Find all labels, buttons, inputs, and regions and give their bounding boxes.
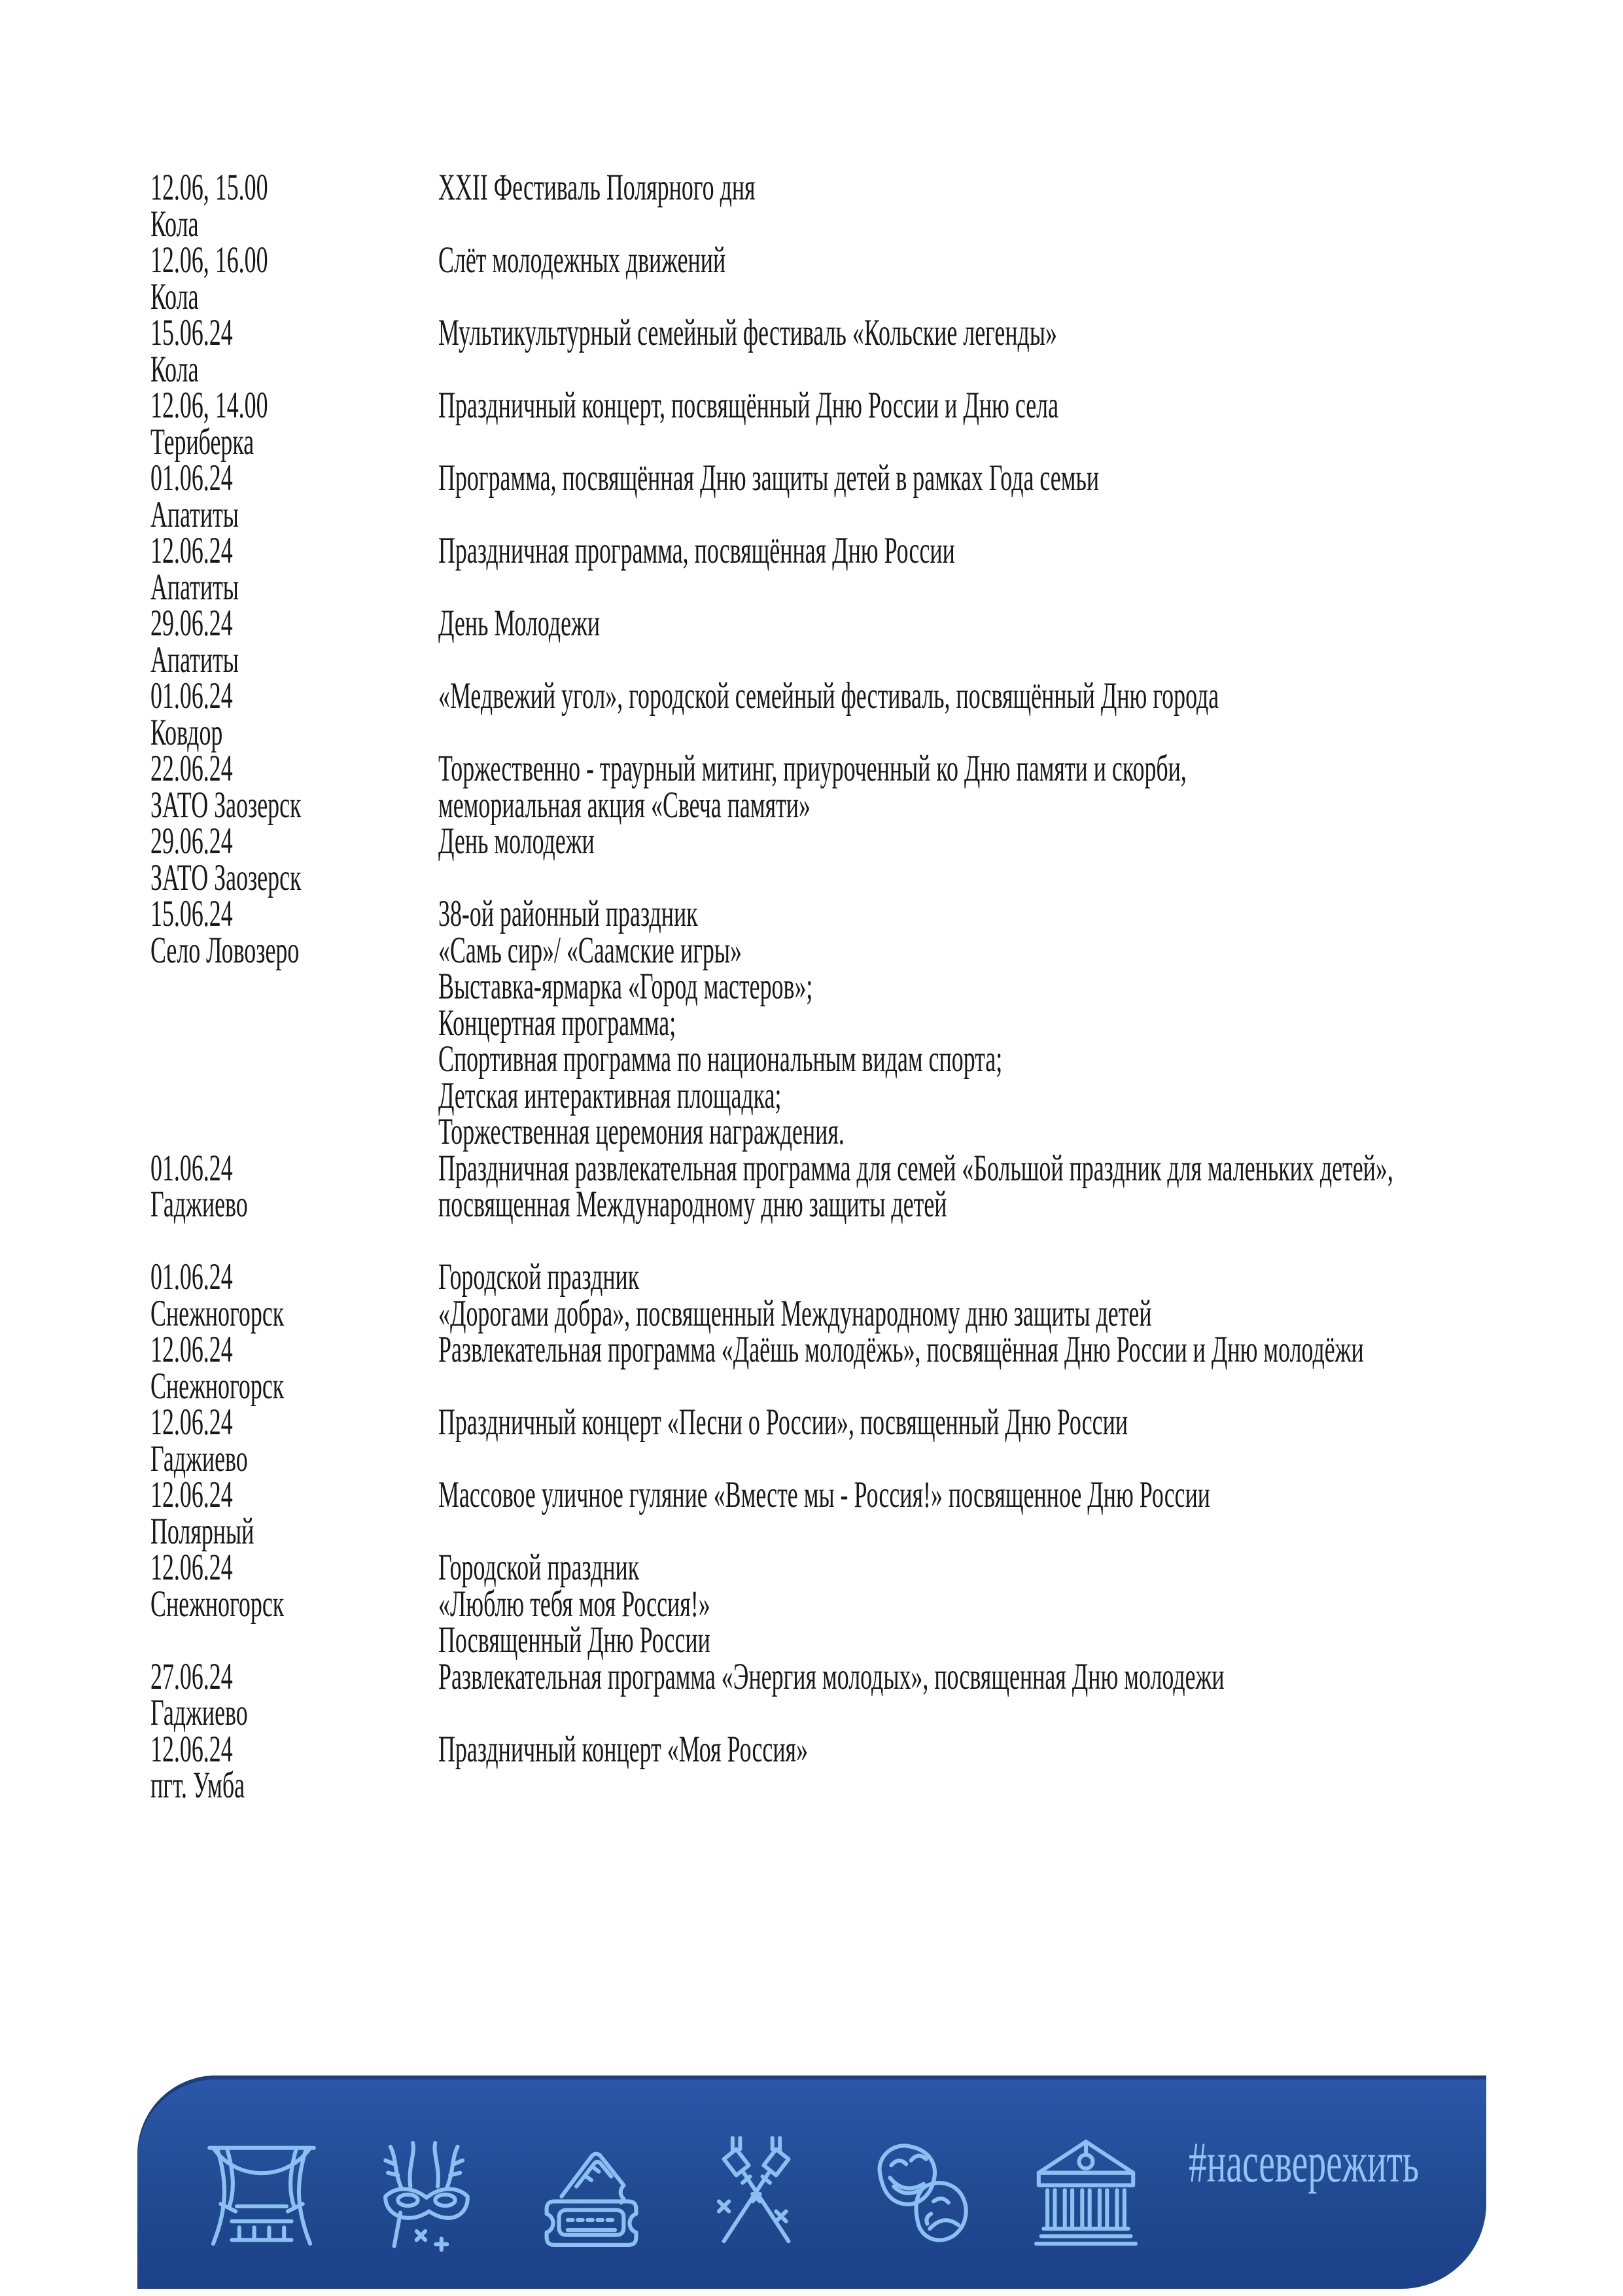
event-description xyxy=(438,239,1524,281)
event-row xyxy=(150,675,1524,753)
event-description-line-text: Посвященный Дню России xyxy=(438,1619,710,1661)
event-location xyxy=(150,929,438,971)
event-date-location xyxy=(150,1547,438,1625)
event-description xyxy=(438,1549,1524,1659)
event-date xyxy=(150,1549,438,1586)
event-row xyxy=(150,1329,1524,1407)
event-description-line-text: День Молодежи xyxy=(438,603,601,644)
event-location xyxy=(150,421,438,463)
event-location xyxy=(150,1438,438,1479)
theater-masks-icon xyxy=(859,2125,983,2263)
event-date xyxy=(150,675,438,716)
event-description-line xyxy=(438,1111,1524,1152)
event-description-line xyxy=(438,748,1524,789)
event-date-text: 12.06.24 xyxy=(150,1547,233,1588)
event-row xyxy=(150,893,1524,1152)
event-description-line xyxy=(438,1619,1524,1661)
event-description-line xyxy=(438,1728,1524,1770)
event-date-text: 15.06.24 xyxy=(150,312,233,353)
event-description xyxy=(438,605,1524,642)
event-date xyxy=(150,1329,438,1370)
event-date-text: 12.06, 16.00 xyxy=(150,239,268,281)
event-description xyxy=(438,1329,1524,1370)
footer-banner-content xyxy=(137,2075,1486,2289)
event-description-line xyxy=(438,387,1524,424)
event-date xyxy=(150,169,438,206)
event-location-text: пгт. Умба xyxy=(150,1765,245,1806)
event-location-text: Териберка xyxy=(150,421,254,463)
event-description-line xyxy=(438,968,1524,1005)
event-description-line-text: Городской праздник xyxy=(438,1256,640,1298)
event-location xyxy=(150,1292,438,1334)
event-row xyxy=(150,239,1524,317)
event-date-text: 27.06.24 xyxy=(150,1655,233,1697)
event-date-location xyxy=(150,823,438,896)
event-description-line-text: Торжественная церемония награждения. xyxy=(438,1111,845,1152)
event-date-text: 12.06, 14.00 xyxy=(150,385,268,426)
event-description-line xyxy=(438,1583,1524,1625)
event-date xyxy=(150,1655,438,1697)
event-description-line xyxy=(438,530,1524,571)
event-description-line xyxy=(438,784,1524,826)
event-description-line-text: «Медвежий угол», городской семейный фестиваль, посвящённый Дню города xyxy=(438,675,1219,716)
crossed-fireworks-icon xyxy=(694,2125,818,2263)
event-description xyxy=(438,457,1524,499)
event-description-line-text: Праздничная развлекательная программа для семей «Большой праздник для маленьких детей», xyxy=(438,1147,1393,1189)
event-description xyxy=(438,1655,1524,1697)
event-location-text: ЗАТО Заозерск xyxy=(150,784,302,826)
event-date-location xyxy=(150,457,438,535)
event-date-text: 12.06.24 xyxy=(150,1728,233,1770)
event-row xyxy=(150,530,1524,608)
event-description-line-text: Праздничная программа, посвящённая Дню России xyxy=(438,530,955,571)
event-date-location xyxy=(150,605,438,678)
event-date-location xyxy=(150,1147,438,1225)
event-description-line xyxy=(438,1147,1524,1189)
event-description xyxy=(438,1256,1524,1334)
event-date-text: 01.06.24 xyxy=(150,675,233,716)
event-description-line xyxy=(438,1292,1524,1334)
event-description-line-text: «Люблю тебя моя Россия!» xyxy=(438,1583,710,1625)
event-location xyxy=(150,1186,438,1223)
event-description xyxy=(438,1728,1524,1770)
event-row xyxy=(150,823,1524,896)
event-description xyxy=(438,1404,1524,1441)
event-description-line-text: Детская интерактивная площадка; xyxy=(438,1074,782,1116)
event-description-line-text: Развлекательная программа «Даёшь молодёжь», посвящённая Дню России и Дню молодёжи xyxy=(438,1329,1364,1370)
event-date-location xyxy=(150,1655,438,1733)
event-date-location xyxy=(150,530,438,608)
event-location xyxy=(150,1583,438,1625)
event-date-text: 22.06.24 xyxy=(150,748,233,789)
event-description-line-text: Праздничный концерт, посвящённый Дню России и Дню села xyxy=(438,385,1059,426)
event-date-location xyxy=(150,167,438,245)
event-location-text: Апатиты xyxy=(150,639,239,680)
event-date-text: 12.06.24 xyxy=(150,1402,233,1443)
event-location-text: Апатиты xyxy=(150,493,239,535)
event-description-line-text: День молодежи xyxy=(438,821,595,862)
event-location-text: Гаджиево xyxy=(150,1692,248,1733)
event-description-line xyxy=(438,1474,1524,1515)
event-date-text: 15.06.24 xyxy=(150,893,233,934)
event-description-line-text: «Самь сир»/ «Саамские игры» xyxy=(438,929,742,971)
event-date-location xyxy=(150,748,438,826)
event-location xyxy=(150,1692,438,1733)
event-date xyxy=(150,312,438,353)
event-row xyxy=(150,167,1524,245)
event-location-text: ЗАТО Заозерск xyxy=(150,857,302,898)
event-description-line xyxy=(438,1002,1524,1044)
event-date-text: 12.06, 15.00 xyxy=(150,167,268,208)
event-location-text: Полярный xyxy=(150,1510,254,1552)
event-description-line-text: Мультикультурный семейный фестиваль «Кольские легенды» xyxy=(438,312,1057,353)
event-date-location xyxy=(150,239,438,317)
hashtag-text xyxy=(1189,2130,1554,2196)
event-row xyxy=(150,1474,1524,1552)
event-description-line-text: Городской праздник xyxy=(438,1547,640,1588)
schedule xyxy=(150,169,1524,1804)
event-description-line-text: 38-ой районный праздник xyxy=(438,893,698,934)
event-description-line xyxy=(438,1074,1524,1116)
event-description-line xyxy=(438,675,1524,716)
event-description-line xyxy=(438,893,1524,934)
event-description-line xyxy=(438,1329,1524,1370)
event-location-text: Снежногорск xyxy=(150,1365,285,1407)
event-description-line xyxy=(438,929,1524,971)
event-date-location xyxy=(150,675,438,753)
event-row xyxy=(150,605,1524,678)
event-row xyxy=(150,1728,1524,1806)
event-description-line xyxy=(438,1655,1524,1697)
event-description xyxy=(438,893,1524,1152)
event-description-line-text: Торжественно - траурный митинг, приуроченный ко Дню памяти и скорби, xyxy=(438,748,1187,789)
event-location xyxy=(150,1365,438,1407)
event-description-line-text: Спортивная программа по национальным видам спорта; xyxy=(438,1038,1003,1080)
event-location xyxy=(150,275,438,317)
event-date-text: 12.06.24 xyxy=(150,1474,233,1515)
event-date xyxy=(150,387,438,424)
event-description-line-text: Слёт молодежных движений xyxy=(438,239,726,281)
event-row xyxy=(150,1549,1524,1659)
event-description xyxy=(438,823,1524,860)
event-date-location xyxy=(150,312,438,390)
event-description xyxy=(438,1147,1524,1225)
event-date-text: 01.06.24 xyxy=(150,1147,233,1189)
event-description-line xyxy=(438,169,1524,206)
event-location-text: Ковдор xyxy=(150,711,223,753)
event-date xyxy=(150,1728,438,1770)
event-date-location xyxy=(150,1728,438,1806)
carnival-mask-icon xyxy=(364,2125,489,2263)
event-description-line xyxy=(438,1186,1524,1223)
event-location-text: Село Ловозеро xyxy=(150,929,300,971)
hashtag-label: #насевережить xyxy=(1189,2130,1420,2195)
event-location xyxy=(150,348,438,390)
event-date xyxy=(150,530,438,571)
event-description-line xyxy=(438,312,1524,353)
event-description xyxy=(438,748,1524,826)
event-date xyxy=(150,748,438,789)
event-row xyxy=(150,1655,1524,1733)
event-location-text: Кола xyxy=(150,203,199,245)
event-location-text: Кола xyxy=(150,275,199,317)
event-date-location xyxy=(150,1474,438,1552)
event-date xyxy=(150,605,438,642)
event-description-line xyxy=(438,823,1524,860)
event-date xyxy=(150,239,438,281)
event-location xyxy=(150,203,438,245)
event-date xyxy=(150,893,438,934)
event-location xyxy=(150,566,438,608)
event-date-text: 12.06.24 xyxy=(150,530,233,571)
event-description-line-text: Программа, посвящённая Дню защиты детей в рамках Года семьи xyxy=(438,457,1100,499)
event-date-text: 01.06.24 xyxy=(150,457,233,499)
event-description-line xyxy=(438,1549,1524,1586)
event-description-line-text: Массовое уличное гуляние «Вместе мы - Россия!» посвященное Дню России xyxy=(438,1474,1211,1515)
event-description xyxy=(438,169,1524,206)
event-description xyxy=(438,312,1524,353)
event-date xyxy=(150,457,438,499)
event-date-location xyxy=(150,893,438,971)
event-row xyxy=(150,385,1524,463)
event-date-location xyxy=(150,1329,438,1407)
event-description-line xyxy=(438,1038,1524,1080)
event-location-text: Апатиты xyxy=(150,566,239,608)
event-date-location xyxy=(150,1404,438,1477)
event-location-text: Снежногорск xyxy=(150,1583,285,1625)
event-description xyxy=(438,387,1524,424)
event-description-line xyxy=(438,239,1524,281)
event-row xyxy=(150,457,1524,535)
event-date-text: 29.06.24 xyxy=(150,821,233,862)
event-location-text: Гаджиево xyxy=(150,1438,248,1479)
event-description-line-text: посвященная Международному дню защиты детей xyxy=(438,1184,947,1225)
event-description-line xyxy=(438,605,1524,642)
event-row xyxy=(150,1147,1524,1225)
event-date-text: 12.06.24 xyxy=(150,1329,233,1370)
classical-building-icon xyxy=(1024,2125,1148,2263)
event-date xyxy=(150,1147,438,1189)
event-date-text: 01.06.24 xyxy=(150,1256,233,1298)
event-description-line-text: Праздничный концерт «Моя Россия» xyxy=(438,1728,809,1770)
event-description xyxy=(438,675,1524,716)
event-description xyxy=(438,1474,1524,1515)
event-date-location xyxy=(150,385,438,463)
event-location-text: Снежногорск xyxy=(150,1292,285,1334)
footer-banner xyxy=(137,2075,1486,2289)
event-location xyxy=(150,1510,438,1552)
event-location xyxy=(150,857,438,898)
event-description-line xyxy=(438,1404,1524,1441)
stage-curtains-icon xyxy=(200,2125,324,2263)
event-location-text: Кола xyxy=(150,348,199,390)
event-row xyxy=(150,312,1524,390)
event-date-location xyxy=(150,1256,438,1334)
event-location-text: Гаджиево xyxy=(150,1184,248,1225)
event-location xyxy=(150,1767,438,1804)
event-date xyxy=(150,1404,438,1441)
tickets-icon xyxy=(529,2125,654,2263)
event-date xyxy=(150,1474,438,1515)
event-description-line-text: Развлекательная программа «Энергия молодых», посвященная Дню молодежи xyxy=(438,1655,1225,1697)
event-description-line-text: Выставка-ярмарка «Город мастеров»; xyxy=(438,966,813,1007)
event-location xyxy=(150,711,438,753)
event-date xyxy=(150,1256,438,1298)
event-description xyxy=(438,530,1524,571)
event-date-text: 29.06.24 xyxy=(150,603,233,644)
event-description-line-text: мемориальная акция «Свеча памяти» xyxy=(438,784,811,826)
event-description-line-text: Концертная программа; xyxy=(438,1002,676,1044)
event-description-line xyxy=(438,457,1524,499)
event-row xyxy=(150,1404,1524,1477)
event-description-line-text: Праздничный концерт «Песни о России», посвященный Дню России xyxy=(438,1402,1128,1443)
event-date xyxy=(150,823,438,860)
event-description-line xyxy=(438,1256,1524,1298)
event-row xyxy=(150,748,1524,826)
event-location xyxy=(150,784,438,826)
event-location xyxy=(150,639,438,680)
event-location xyxy=(150,493,438,535)
event-description-line-text: XXII Фестиваль Полярного дня xyxy=(438,167,756,208)
event-row xyxy=(150,1256,1524,1334)
event-description-line-text: «Дорогами добра», посвященный Международному дню защиты детей xyxy=(438,1292,1152,1334)
